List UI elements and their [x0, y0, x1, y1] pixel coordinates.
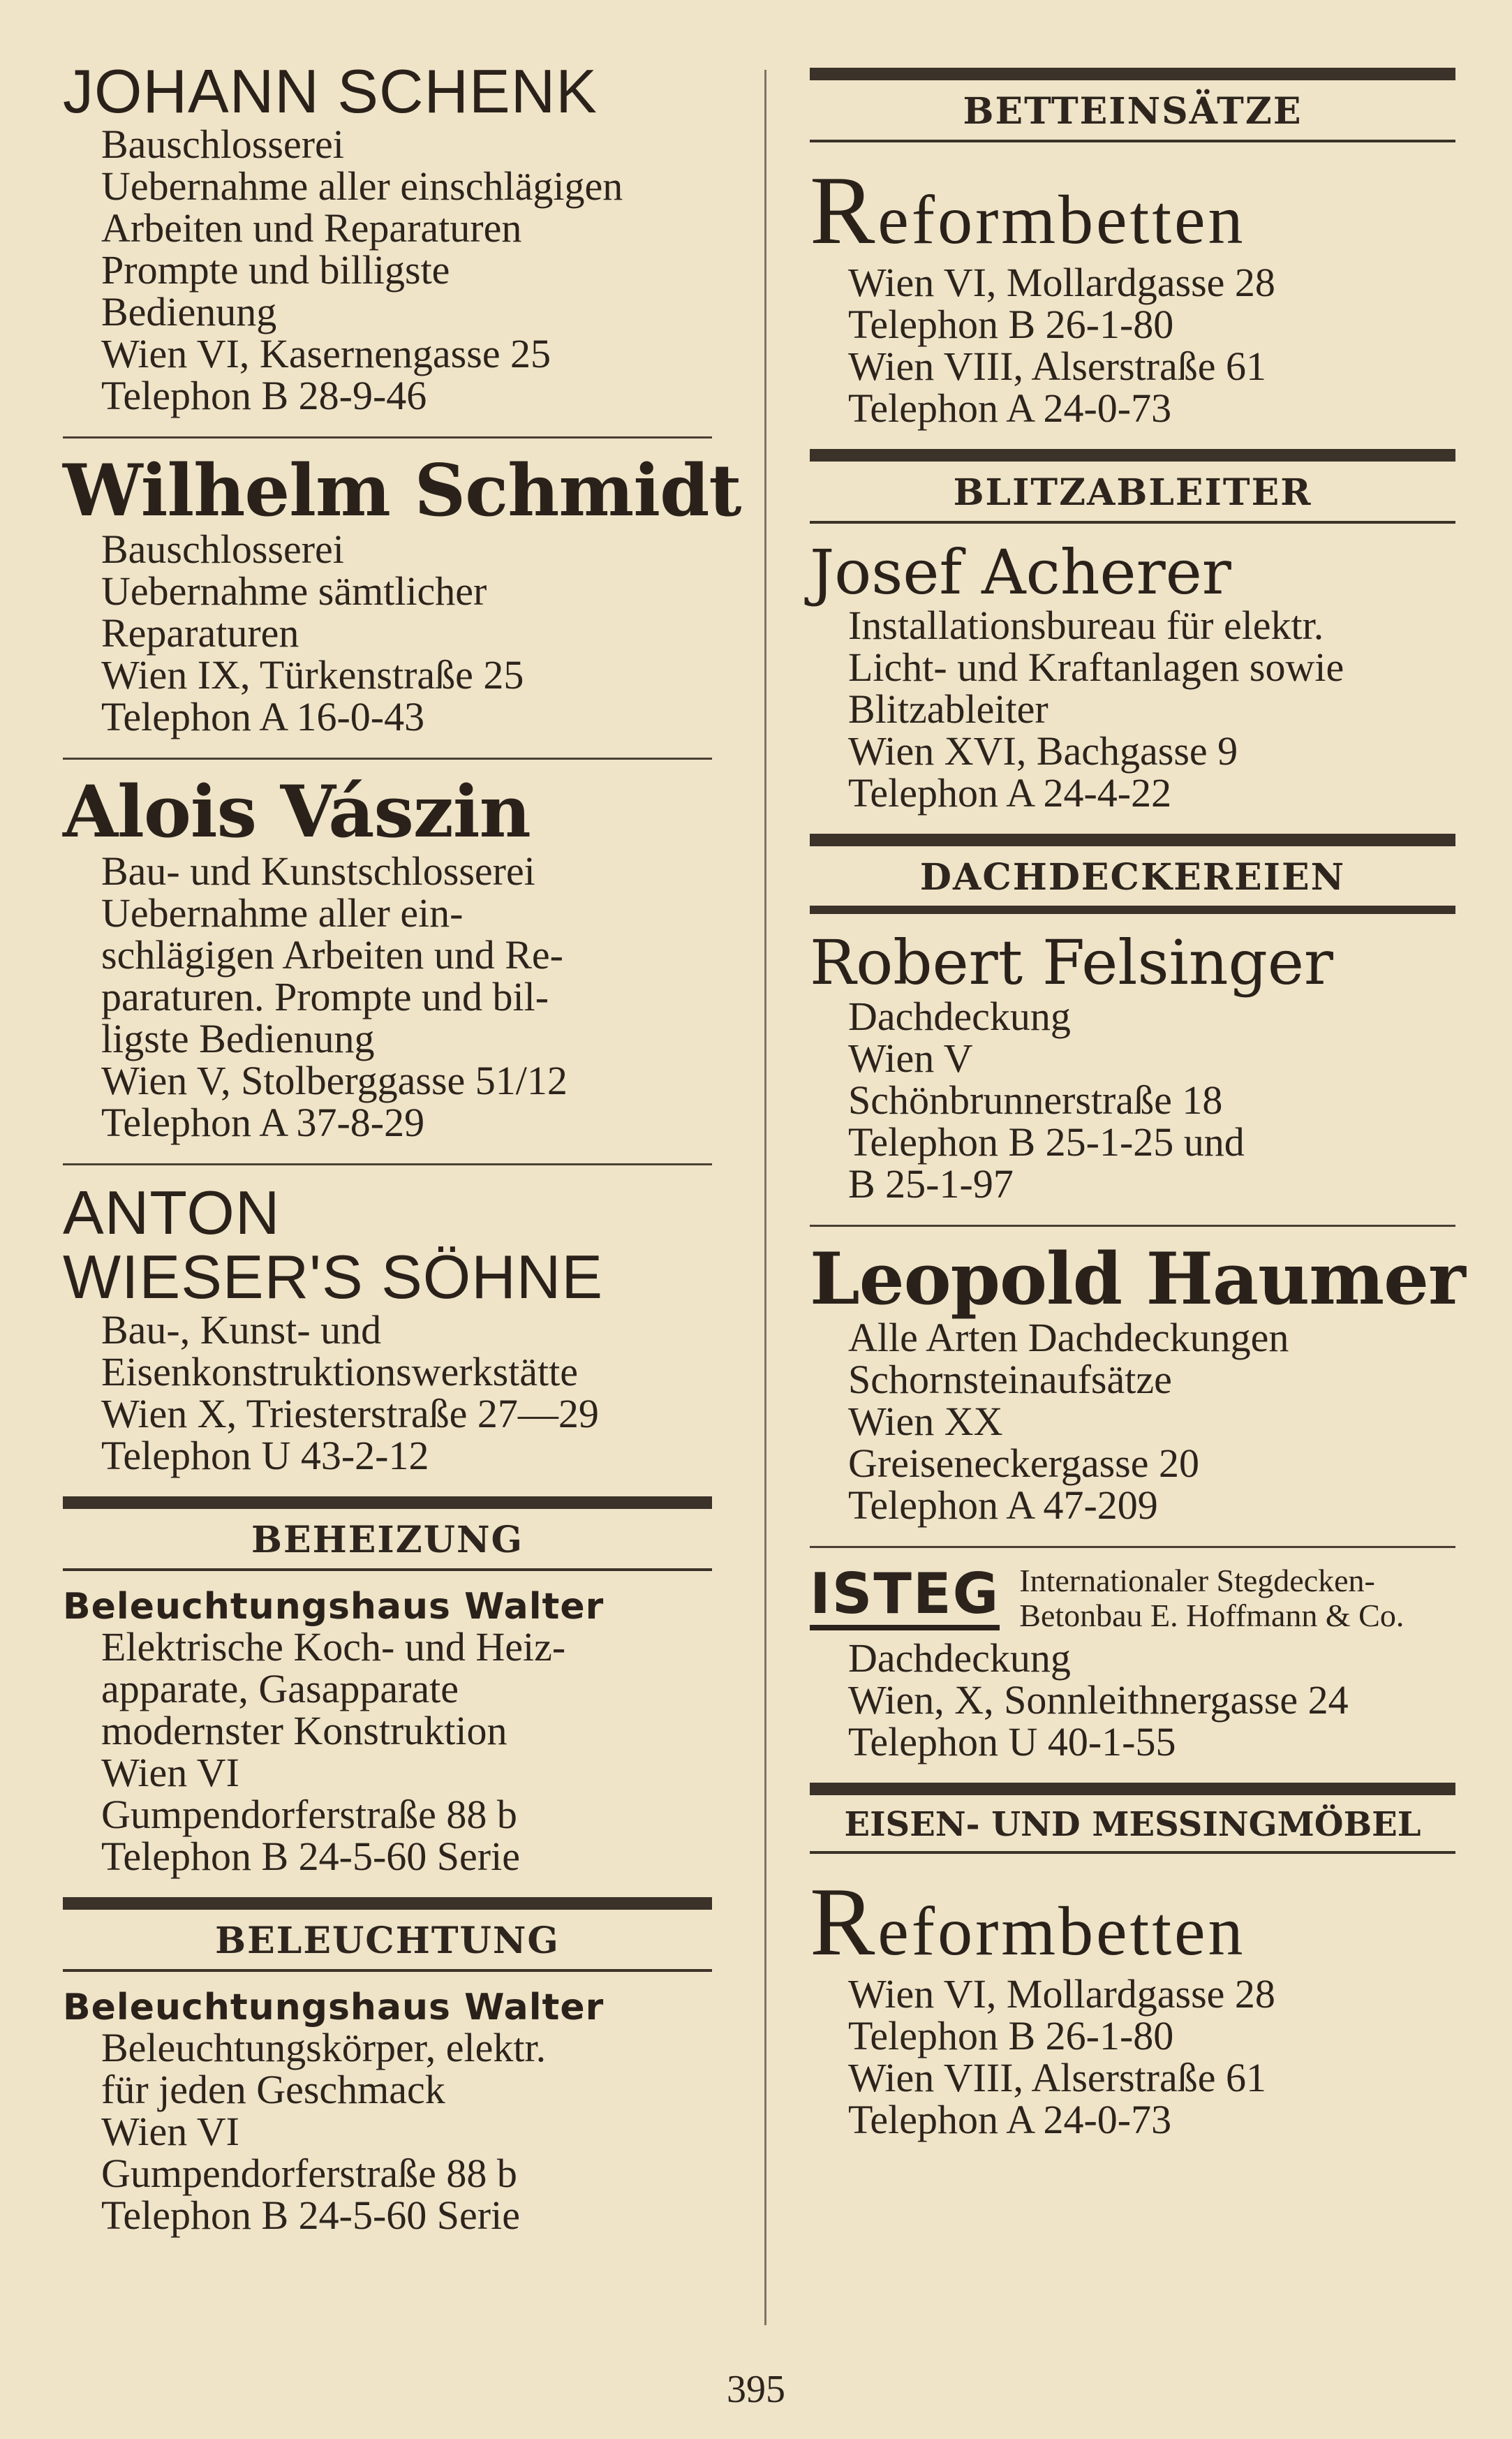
entry-line: Wien VI: [101, 2108, 239, 2154]
divider: [810, 1546, 1455, 1548]
entry-line: Wien V: [848, 1035, 973, 1081]
entry-josef-acherer: [810, 536, 1455, 816]
entry-details: [101, 2024, 712, 2238]
section-title: BEHEIZUNG: [251, 1519, 524, 1562]
entry-line: Bedienung: [101, 289, 277, 335]
entry-line: Telephon A 24-0-73: [848, 385, 1172, 431]
section-title: BELEUCHTUNG: [215, 1919, 560, 1962]
entry-line: Prompte und billigste: [101, 247, 450, 293]
divider: [63, 758, 712, 760]
entry-anton-wiesers-soehne: [63, 1177, 712, 1479]
entry-line: Dachdeckung: [848, 1635, 1071, 1681]
section-bar: [63, 1496, 712, 1509]
entry-line: Wien, X, Sonnleithnergasse 24: [848, 1677, 1349, 1723]
right-column: [810, 59, 1465, 2142]
entry-isteg: [810, 1563, 1455, 1763]
entry-leopold-haumer: [810, 1237, 1465, 1528]
divider: [63, 436, 712, 439]
entry-name: Leopold Haumer: [810, 1237, 1465, 1321]
entry-name: JOHANN SCHENK: [63, 57, 598, 126]
entry-line: Gumpendorferstraße 88 b: [101, 2150, 517, 2196]
entry-line: Blitzableiter: [848, 686, 1048, 732]
entry-line: Telephon A 47-209: [848, 1482, 1158, 1528]
entry-line: Wien VI: [101, 1749, 239, 1795]
section-beleuchtung: [63, 1897, 712, 1972]
entry-details: [848, 1970, 1455, 2142]
entry-line: Alle Arten Dachdeckungen: [848, 1314, 1289, 1360]
entry-details: [101, 1623, 712, 1879]
column-divider: [764, 70, 766, 2325]
entry-line: Wien VIII, Alserstraße 61: [848, 344, 1266, 389]
entry-details: [101, 121, 712, 419]
entry-line: B 25-1-97: [848, 1160, 1014, 1207]
section-eisen-messingmoebel: [810, 1783, 1455, 1854]
entry-robert-felsinger: [810, 927, 1455, 1207]
entry-beleuchtungshaus-walter-heizung: [63, 1588, 712, 1878]
entry-line: modernster Konstruktion: [101, 1707, 507, 1753]
entry-line: Uebernahme aller ein-: [101, 890, 464, 936]
isteg-header: [810, 1563, 1455, 1633]
entry-details: [848, 262, 1455, 429]
entry-line: Arbeiten und Reparaturen: [101, 205, 522, 251]
entry-reformbetten-2: [810, 1867, 1455, 2142]
entry-line: Telephon B 24-5-60 Serie: [101, 2192, 520, 2238]
entry-details: [101, 1309, 712, 1477]
entry-line: Telephon A 24-0-73: [848, 2096, 1172, 2142]
section-bar: [63, 1897, 712, 1910]
entry-line: Installationsbureau für elektr.: [848, 603, 1324, 649]
entry-name: Robert Felsinger: [810, 927, 1333, 999]
entry-line: Telephon B 26-1-80: [848, 302, 1174, 347]
entry-line: Wien VI, Mollardgasse 28: [848, 1970, 1275, 2017]
entry-line: paraturen. Prompte und bil-: [101, 973, 549, 1019]
entry-line: Bauschlosserei: [101, 526, 344, 573]
entry-name-initial: R: [810, 1867, 878, 1976]
section-bar: [810, 834, 1455, 846]
entry-line: Bau- und Kunstschlosserei: [101, 848, 535, 894]
section-betteinsaetze: [810, 68, 1455, 142]
entry-line: Telephon B 26-1-80: [848, 2012, 1174, 2058]
entry-name-rest: eformbetten: [877, 181, 1246, 258]
entry-line: schlägigen Arbeiten und Re-: [101, 931, 563, 978]
entry-details: [848, 1314, 1455, 1528]
section-underline: [810, 1851, 1455, 1854]
entry-line: Reparaturen: [101, 610, 299, 656]
entry-details: [848, 605, 1455, 814]
entry-alois-vaszin: [63, 770, 712, 1145]
entry-details: [101, 850, 712, 1144]
section-title: BLITZABLEITER: [953, 471, 1312, 514]
isteg-company: [1019, 1563, 1404, 1633]
section-underline: [810, 140, 1455, 142]
entry-line: Greiseneckergasse 20: [848, 1440, 1199, 1486]
section-title: BETTEINSÄTZE: [963, 90, 1303, 133]
section-dachdeckereien: [810, 834, 1455, 914]
page-number: 395: [727, 2368, 785, 2411]
entry-name: Beleuchtungshaus Walter: [63, 1986, 605, 2028]
isteg-company-line2: Betonbau E. Hoffmann & Co.: [1019, 1597, 1404, 1633]
entry-line: Wien XX: [848, 1398, 1003, 1444]
divider: [63, 1163, 712, 1165]
entry-line: Bauschlosserei: [101, 121, 344, 168]
divider: [810, 1225, 1455, 1227]
entry-name-rest: eformbetten: [877, 1892, 1246, 1970]
entry-line: Telephon B 28-9-46: [101, 373, 427, 419]
entry-details: [101, 526, 712, 740]
entry-line: Uebernahme aller einschlägigen: [101, 163, 623, 209]
entry-line: Telephon B 24-5-60 Serie: [101, 1833, 520, 1879]
entry-line: Telephon A 24-4-22: [848, 770, 1172, 816]
entry-line: für jeden Geschmack: [101, 2066, 445, 2112]
entry-line: Telephon A 37-8-29: [101, 1099, 425, 1145]
section-bar: [810, 68, 1455, 80]
entry-name-line2: WIESER'S SÖHNE: [63, 1241, 604, 1311]
entry-name-initial: R: [810, 156, 878, 265]
entry-line: Wien VIII, Alserstraße 61: [848, 2054, 1266, 2100]
entry-line: Dachdeckung: [848, 993, 1071, 1039]
entry-name: Beleuchtungshaus Walter: [63, 1586, 605, 1628]
entry-line: Wien V, Stolberggasse 51/12: [101, 1057, 568, 1103]
isteg-company-line1: Internationaler Stegdecken-: [1019, 1562, 1375, 1598]
entry-line: Schönbrunnerstraße 18: [848, 1077, 1223, 1123]
entry-line: Wien XVI, Bachgasse 9: [848, 728, 1238, 774]
entry-line: Wien X, Triesterstraße 27—29: [101, 1391, 599, 1437]
isteg-logo: ISTEG: [810, 1566, 1000, 1630]
section-bar-bottom: [810, 906, 1455, 914]
entry-details: [848, 993, 1455, 1207]
entry-line: apparate, Gasapparate: [101, 1665, 459, 1711]
section-underline: [63, 1969, 712, 1972]
entry-line: Wien VI, Mollardgasse 28: [848, 260, 1275, 305]
entry-line: Licht- und Kraftanlagen sowie: [848, 644, 1344, 691]
entry-line: Elektrische Koch- und Heiz-: [101, 1623, 566, 1670]
entry-line: Bau-, Kunst- und: [101, 1307, 382, 1353]
entry-line: Beleuchtungskörper, elektr.: [101, 2024, 547, 2070]
entry-line: Wien VI, Kasernengasse 25: [101, 331, 551, 377]
section-underline: [810, 521, 1455, 524]
entry-details: [848, 1637, 1455, 1763]
section-bar: [810, 449, 1455, 462]
entry-line: Schornsteinaufsätze: [848, 1356, 1172, 1402]
entry-beleuchtungshaus-walter-beleuchtung: [63, 1986, 712, 2238]
entry-line: Eisenkonstruktionswerkstätte: [101, 1349, 579, 1395]
section-blitzableiter: [810, 449, 1455, 524]
entry-name: Wilhelm Schmidt: [63, 449, 741, 533]
entry-name: Josef Acherer: [810, 536, 1231, 608]
entry-line: Telephon U 40-1-55: [848, 1718, 1176, 1764]
entry-line: Gumpendorferstraße 88 b: [101, 1791, 517, 1837]
entry-line: Uebernahme sämtlicher: [101, 568, 487, 614]
left-column: [63, 57, 741, 2238]
entry-line: ligste Bedienung: [101, 1015, 375, 1061]
section-bar: [810, 1783, 1455, 1795]
entry-line: Wien IX, Türkenstraße 25: [101, 652, 524, 698]
section-title: EISEN- UND MESSINGMÖBEL: [844, 1804, 1421, 1844]
entry-reformbetten-1: [810, 156, 1455, 431]
entry-name: [810, 1867, 1455, 1976]
section-beheizung: [63, 1496, 712, 1571]
entry-name: Alois Vászin: [63, 770, 531, 855]
entry-line: Telephon U 43-2-12: [101, 1433, 429, 1479]
section-underline: [63, 1568, 712, 1571]
entry-line: Telephon B 25-1-25 und: [848, 1119, 1245, 1165]
entry-line: Telephon A 16-0-43: [101, 694, 425, 740]
entry-name-line1: ANTON: [63, 1177, 281, 1247]
entry-name: [810, 156, 1455, 265]
entry-wilhelm-schmidt: [63, 449, 741, 740]
entry-johann-schenk: [63, 59, 712, 417]
section-title: DACHDECKEREIEN: [919, 856, 1346, 899]
